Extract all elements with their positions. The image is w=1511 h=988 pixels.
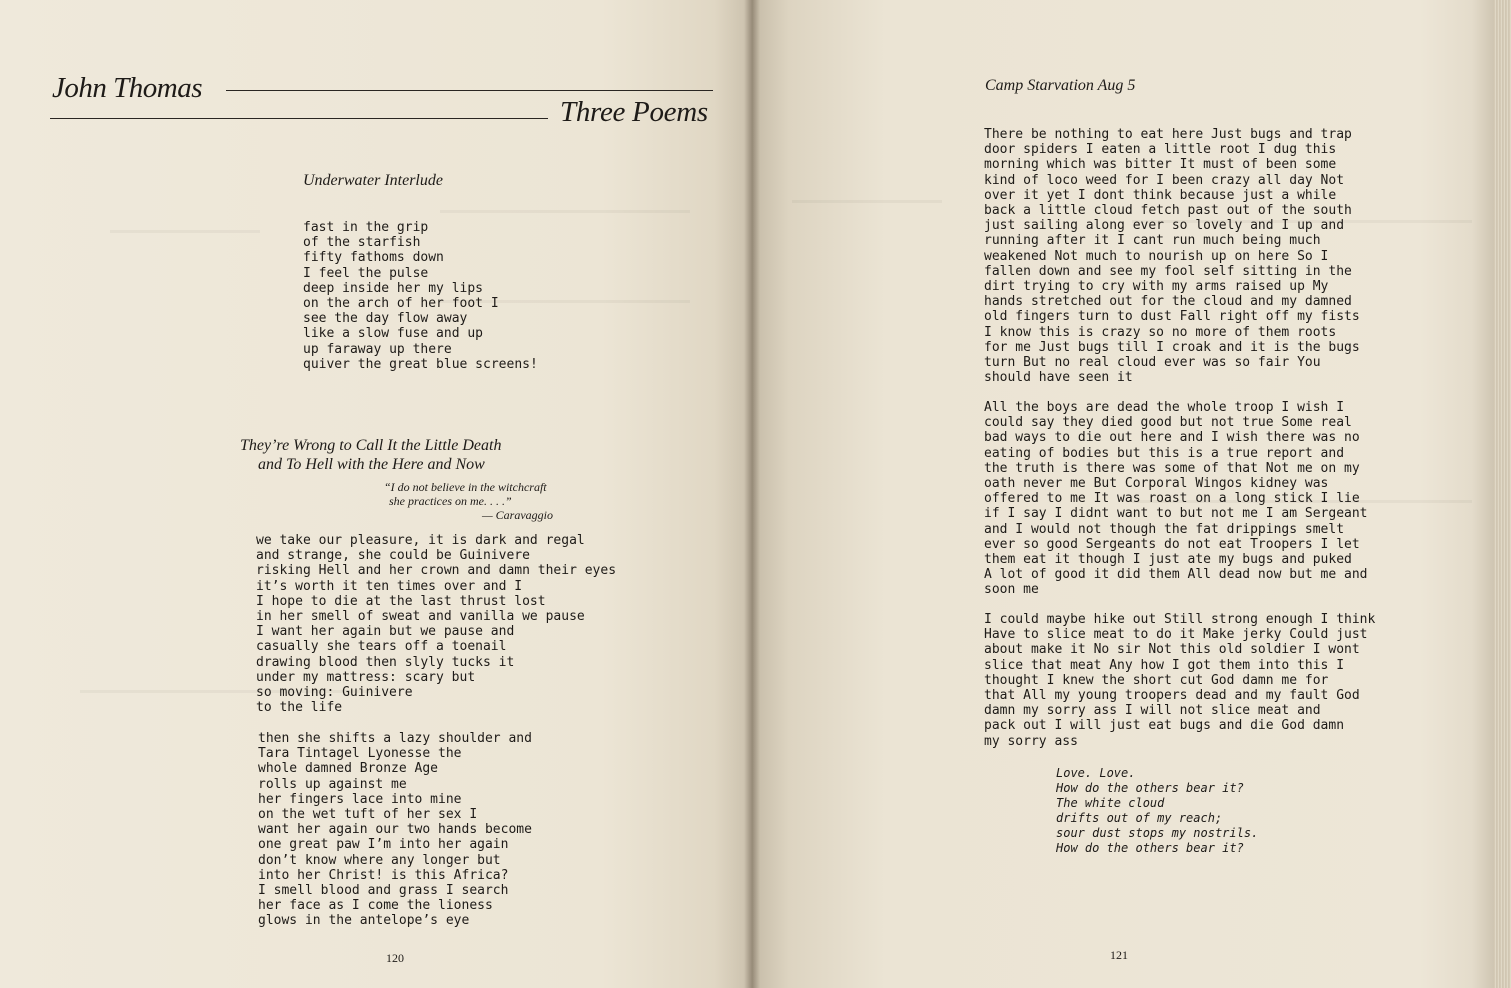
poem-3-title: Camp Starvation Aug 5 [985,77,1136,94]
poem-2-stanza-1: we take our pleasure, it is dark and regal and strange, she could be Guinivere risking Hell and her crown and damn their eyes it’s worth it ten times over and I I hope to die at the last thrust lost in her smell of sweat and vanilla we pause I want her again but we pause and casually she tears off a toenail drawing blood then slyly tucks it under my mattress: scary but so moving: Guinivere to the life [256,533,617,716]
poem-2-title-line1: They’re Wrong to Call It the Little Death [240,437,502,454]
left-page-number: 120 [386,951,404,965]
header-rule-top [226,90,713,91]
header-rule-bottom [50,118,548,119]
section-title: Three Poems [560,96,708,128]
poem-1-title: Underwater Interlude [303,172,443,189]
poem-3-paragraph-3: I could maybe hike out Still strong Have to slice meat to do it Make jerky about make it No sir Not this old slice that meat Any how I got them into thought I knew the short cut God damn that All my young troopers dead and my damn my sorry ass I will not slice meat pack out I will just eat bugs and die my sorry ass [984,612,1290,749]
poem-2-epigraph-line2: she practices on me. . . .” [389,494,512,508]
poem-1-text: fast in the grip of the starfish fifty fathoms down I feel the pulse deep inside her my lips on the arch of her foot I see the day flow away like a slow fuse and up up faraway up there quiver the great blue screens! [303,220,538,372]
poem-3-paragraph-1: There be nothing to eat here Just bugs door spiders I eaten a little root I morning which was bitter It must of kind of loco weed for I been crazy all over it yet I dont think because just back a little cloud fetch past out of just sailing along ever so lovely and running after it I cant run much being weakened Not much to nourish up on here fallen down and see my fool self sitting dirt trying to cry with my arms raised hands stretched out for the cloud and old fingers turn to dust Fall right I know this is crazy so no more of them for me Just bugs till I croak and it turn But no real cloud ever was so fair should have seen it [984,127,1298,386]
author-name: John Thomas [52,72,202,104]
page-edges [1494,0,1511,988]
poem-2-stanza-2: then she shifts a lazy shoulder and Tara Tintagel Lyonesse the whole damned Bronze Age rolls up against me her fingers lace into mine on the wet tuft of her sex I want her again our two hands become one great paw I’m into her again don’t know where any longer but into her Christ! is this Africa? I smell blood and grass I search her face as I come the lioness glows in the antelope’s eye [258,731,532,929]
poem-2-epigraph-attribution: — Caravaggio [482,508,554,522]
poem-2-title-line2: and To Hell with the Here and Now [258,456,485,473]
poem-2-epigraph-line1: “I do not believe in the witchcraft [384,480,547,494]
poem-3-paragraph-2: All the boys are dead the whole troop could say they died good but not true bad ways to die out here and I wish eating of bodies but this is a true the truth is there was some of that oath never me But Corporal Wingos kidney offered to me It was roast on a long if I say I didnt want to but not me I and I would not though the fat drippings ever so good Sergeants do not eat them eat it though I just ate my bugs A lot of good it did them All dead now soon me [984,400,1298,598]
poem-3-coda: Love. Love. How do the others bear it? The white cloud drifts out of my reach; sour dust stops my nostrils. How do the others bear it? [1056,766,1259,855]
book-gutter [744,0,760,988]
right-page-number: 121 [1110,948,1128,962]
